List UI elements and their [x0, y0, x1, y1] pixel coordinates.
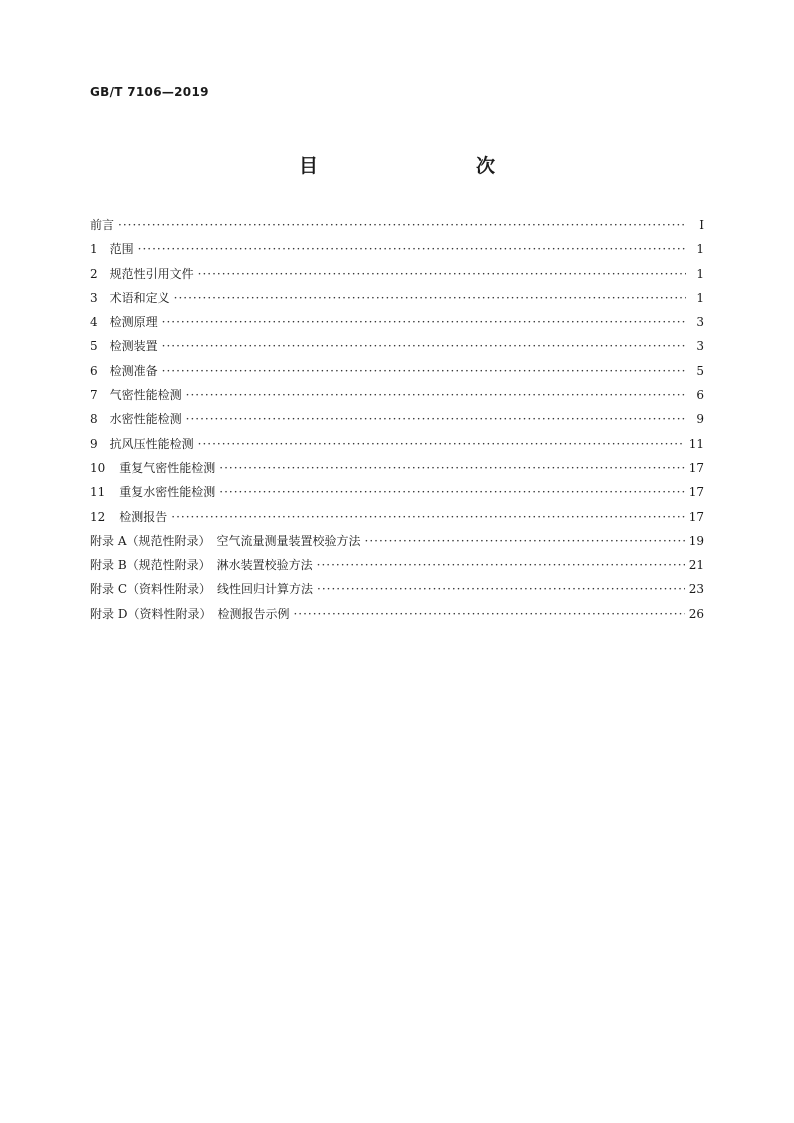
toc-entry-label: （资料性附录） 线性回归计算方法	[127, 582, 314, 597]
toc-entry-label: 检测装置	[109, 339, 158, 354]
toc-entry-page: 1	[696, 242, 704, 257]
standard-code: GB/T 7106—2019	[90, 85, 209, 99]
toc-entry-label: （规范性附录） 空气流量测量装置校验方法	[126, 533, 361, 548]
dot-leader	[198, 267, 686, 281]
toc-entry-number: 7	[90, 388, 98, 403]
toc-entry-label: 检测原理	[109, 315, 158, 330]
toc-entry-label: 重复水密性能检测	[119, 485, 216, 500]
page-title: 目 次	[298, 155, 535, 177]
toc-entry-label: 术语和定义	[109, 290, 170, 305]
toc-entry-number: 附录 B	[90, 558, 127, 573]
toc-entry-number: 附录 C	[90, 582, 127, 597]
toc-entry-page: 17	[688, 460, 704, 475]
toc-entry-label: 规范性引用文件	[109, 266, 194, 281]
dot-leader	[365, 534, 685, 548]
toc-entry-8[interactable]	[90, 410, 704, 434]
toc-entry-number: 6	[90, 363, 98, 378]
dot-leader	[186, 412, 686, 426]
toc-entry-number: 附录 A	[90, 533, 127, 548]
toc-entry-page: 1	[696, 290, 704, 305]
toc-entry-5[interactable]	[90, 337, 704, 361]
dot-leader	[219, 485, 684, 499]
toc-entry-label: 气密性能检测	[109, 388, 182, 403]
toc-entry-2[interactable]	[90, 265, 704, 289]
dot-leader	[138, 242, 686, 256]
toc-entry-6[interactable]	[90, 362, 704, 386]
toc-entry-label: 检测准备	[109, 363, 158, 378]
toc-entry-label: 范围	[109, 242, 134, 257]
dot-leader	[162, 364, 686, 378]
dot-leader	[171, 510, 684, 524]
toc-entry-label: 检测报告	[119, 509, 168, 524]
toc-entry-1[interactable]	[90, 240, 704, 264]
toc-entry-number: 8	[90, 412, 98, 427]
toc-entry-annex-b[interactable]	[90, 556, 704, 580]
toc-entry-page: 11	[688, 436, 704, 451]
dot-leader	[317, 558, 685, 572]
toc-entry-number: 11	[90, 485, 106, 500]
toc-entry-number: 12	[90, 509, 106, 524]
toc-entry-12[interactable]	[90, 508, 704, 532]
toc-entry-page: 3	[696, 315, 704, 330]
toc-entry-number: 5	[90, 339, 98, 354]
dot-leader	[162, 315, 686, 329]
toc-entry-number: 2	[90, 266, 98, 281]
toc-entry-11[interactable]	[90, 483, 704, 507]
toc-entry-10[interactable]	[90, 459, 704, 483]
toc-entry-page: 6	[696, 388, 704, 403]
toc-entry-page: 19	[688, 533, 704, 548]
toc-entry-label: （资料性附录） 检测报告示例	[127, 606, 290, 621]
toc-entry-annex-c[interactable]	[90, 580, 704, 604]
toc-entry-number: 9	[90, 436, 98, 451]
toc-entry-page: 9	[696, 412, 704, 427]
dot-leader	[186, 388, 686, 402]
dot-leader	[118, 218, 686, 232]
toc-entry-label: 前言	[90, 218, 115, 232]
toc-entry-page: 5	[696, 363, 704, 378]
toc-entry-page: Ⅰ	[699, 218, 704, 232]
toc-entry-label: 抗风压性能检测	[109, 436, 194, 451]
toc-entry-page: 21	[688, 558, 704, 573]
toc-entry-7[interactable]	[90, 386, 704, 410]
dot-leader	[198, 437, 685, 451]
toc-entry-number: 1	[90, 242, 98, 257]
toc-entry-number: 4	[90, 315, 98, 330]
toc-entry-number: 附录 D	[90, 606, 128, 621]
toc-entry-page: 1	[696, 266, 704, 281]
toc-entry-label: （规范性附录） 淋水装置校验方法	[126, 558, 313, 573]
dot-leader	[162, 339, 686, 353]
dot-leader	[174, 291, 686, 305]
toc-entry-page: 17	[688, 509, 704, 524]
toc-entry-foreword[interactable]	[90, 216, 704, 240]
toc-entry-number: 10	[90, 460, 106, 475]
toc-entry-page: 17	[688, 485, 704, 500]
toc-entry-annex-d[interactable]	[90, 605, 704, 629]
dot-leader	[317, 582, 685, 596]
toc-entry-number: 3	[90, 290, 98, 305]
dot-leader	[219, 461, 684, 475]
toc-entry-annex-a[interactable]	[90, 532, 704, 556]
toc-entry-page: 23	[688, 582, 704, 597]
dot-leader	[293, 607, 684, 621]
toc-entry-label: 水密性能检测	[109, 412, 182, 427]
table-of-contents	[90, 216, 704, 629]
toc-entry-3[interactable]	[90, 289, 704, 313]
toc-entry-label: 重复气密性能检测	[119, 460, 216, 475]
toc-entry-9[interactable]	[90, 435, 704, 459]
toc-entry-4[interactable]	[90, 313, 704, 337]
toc-entry-page: 3	[696, 339, 704, 354]
toc-entry-page: 26	[688, 606, 704, 621]
